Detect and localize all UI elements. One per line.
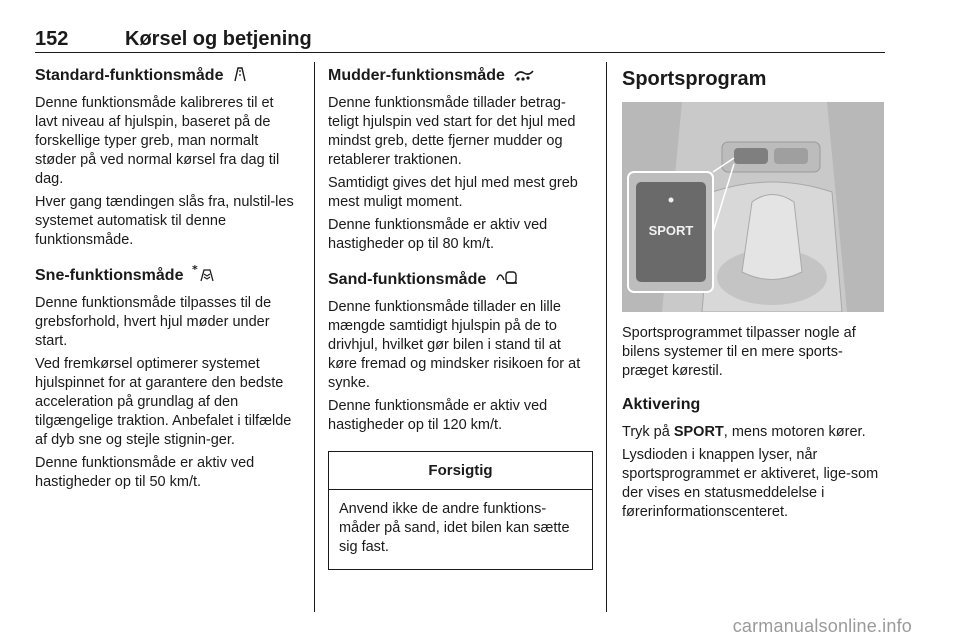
snow-mode-icon [192, 264, 216, 282]
page-number: 152 [35, 28, 69, 50]
p2-pre: Tryk på [622, 424, 674, 440]
mud-paragraph-3: Denne funktionsmåde er aktiv ved hastigheder op til 80 km/t. [328, 217, 548, 252]
sport-button-label: SPORT [648, 223, 694, 238]
sand-paragraph-1: Denne funktionsmåde tillader en lille mængde samtidigt hjulspin på de to drivhjul, hvilket gør bilen i stand til at køre fremad og mindsker risikoen for at synke. [328, 299, 581, 391]
activation-heading: Aktivering [622, 396, 701, 413]
p2-post: , mens motoren kører. [723, 424, 866, 440]
center-console-illustration [622, 102, 884, 312]
mud-paragraph-1: Denne funktionsmåde tillader betrag-teligt hjulspin ved start for det hjul med mindst greb, dette fjerner mudder og retablerer traktionen. [328, 95, 576, 168]
caution-text: Anvend ikke de andre funktions-måder på sand, idet bilen kan sætte sig fast. [339, 501, 570, 555]
watermark: carmanualsonline.info [732, 616, 912, 636]
section-heading-standard [35, 66, 300, 86]
sport-program-heading: Sportsprogram [622, 68, 767, 90]
sand-mode-icon [495, 268, 519, 286]
mud-heading-text: Mudder-funktionsmåde [328, 67, 505, 84]
column-divider-1 [314, 62, 315, 612]
standard-heading-text: Standard-funktionsmåde [35, 67, 224, 84]
sport-paragraph-2 [622, 423, 887, 442]
section-heading-snow [35, 264, 300, 286]
column-3 [622, 66, 887, 526]
chapter-title: Kørsel og betjening [125, 28, 312, 50]
standard-paragraph-2: Hver gang tændingen slås fra, nulstil-les systemet automatisk til denne funktionsmåde. [35, 194, 294, 248]
sand-paragraph-2: Denne funktionsmåde er aktiv ved hastigheder op til 120 km/t. [328, 398, 548, 433]
mud-paragraph-2: Samtidigt gives det hjul med mest greb mest muligt moment. [328, 175, 578, 210]
sport-button-photo [622, 102, 884, 312]
column-divider-2 [606, 62, 607, 612]
sport-paragraph-1: Sportsprogrammet tilpasser nogle af bilens systemer til en mere sports-præget kørestil. [622, 325, 856, 379]
section-heading-sand [328, 268, 593, 290]
standard-paragraph-1: Denne funktionsmåde kalibreres til et lavt niveau af hjulspin, baseret på de forskellige typer greb, man normalt støder på ved normal kørsel fra dag til dag. [35, 95, 280, 187]
column-2 [328, 66, 593, 570]
snow-paragraph-2: Ved fremkørsel optimerer systemet hjulspinnet for at garantere den bedste acceleration på grundlag af den tilgængelige traktion. Anbefalet i tilfælde af dyb sne og stejle stignin-ger. [35, 356, 292, 448]
snow-paragraph-1: Denne funktionsmåde tilpasses til de grebsforhold, hvert hjul møder under start. [35, 295, 272, 349]
page-header [35, 28, 885, 50]
svg-text:*: * [191, 264, 198, 276]
header-rule [35, 52, 885, 53]
snow-paragraph-3: Denne funktionsmåde er aktiv ved hastigheder op til 50 km/t. [35, 455, 255, 490]
caution-box [328, 451, 593, 570]
section-heading-mud [328, 66, 593, 86]
sport-keyword: SPORT [673, 424, 724, 440]
mud-mode-icon [513, 66, 535, 82]
sport-paragraph-3: Lysdioden i knappen lyser, når sportsprogrammet er aktiveret, lige-som der vises en statusmeddelelse i førerinformationscenteret. [622, 447, 879, 520]
sand-heading-text: Sand-funktionsmåde [328, 271, 487, 288]
snow-heading-text: Sne-funktionsmåde [35, 267, 184, 284]
column-1 [35, 66, 300, 496]
standard-mode-icon [232, 66, 248, 82]
caution-title: Forsigtig [329, 452, 592, 490]
